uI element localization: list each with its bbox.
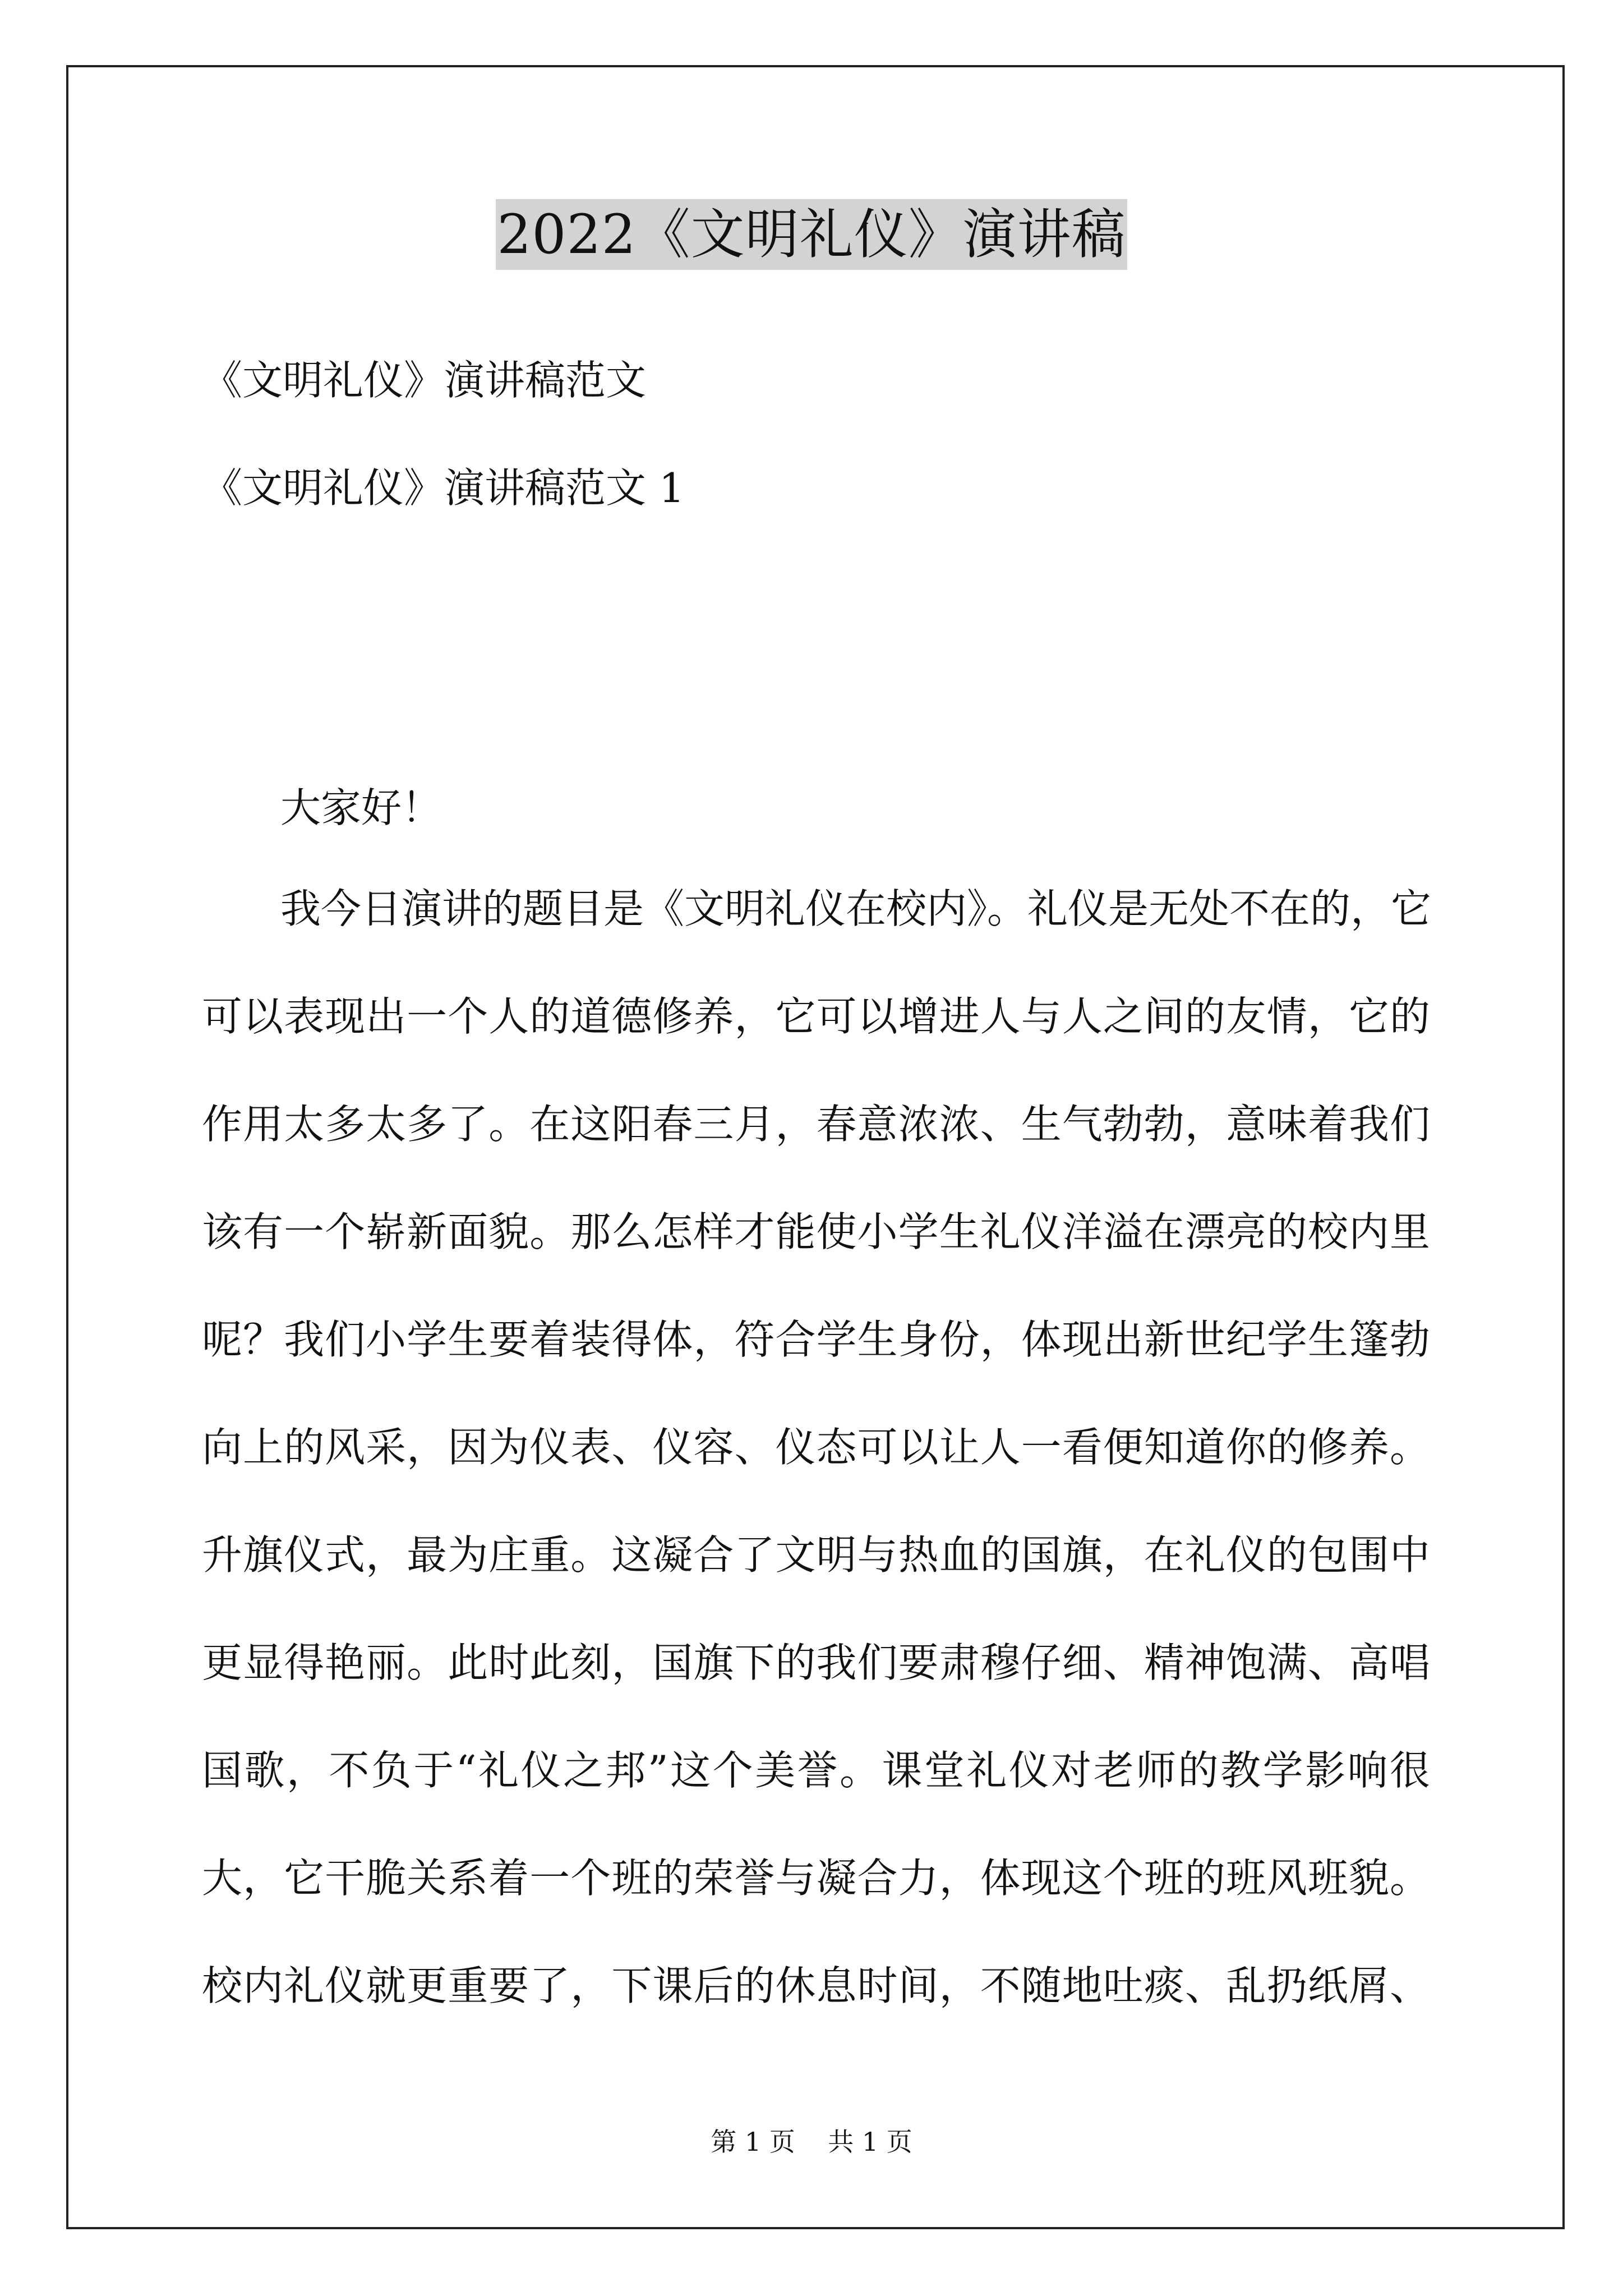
subtitle-line-2: 《文明礼仪》演讲稿范文 1 [202,464,685,512]
page-footer: 第 1 页 共 1 页 [711,2127,912,2157]
body-line: 呢？我们小学生要着装得体，符合学生身份，体现出新世纪学生篷勃 [202,1316,1430,1363]
body-line: 大，它干脆关系着一个班的荣誉与凝合力，体现这个班的班风班貌。 [202,1855,1430,1902]
body-line: 我今日演讲的题目是《文明礼仪在校内》。礼仪是无处不在的，它 [280,885,1432,932]
body-line: 该有一个崭新面貌。那么怎样才能使小学生礼仪洋溢在漂亮的校内里 [202,1208,1430,1255]
title-container [0,199,1623,270]
body-line: 更显得艳丽。此时此刻，国旗下的我们要肃穆仔细、精神饱满、高唱 [202,1639,1430,1686]
subtitle-line-1: 《文明礼仪》演讲稿范文 [202,357,647,404]
body-line: 作用太多太多了。在这阳春三月，春意浓浓、生气勃勃，意味着我们 [202,1101,1430,1148]
page-title: 2022《文明礼仪》演讲稿 [496,199,1127,270]
greeting: 大家好！ [280,784,442,831]
body-line: 国歌，不负于“礼仪之邦”这个美誉。课堂礼仪对老师的教学影响很 [202,1747,1430,1794]
body-line: 可以表现出一个人的道德修养，它可以增进人与人之间的友情，它的 [202,993,1430,1040]
body-line: 校内礼仪就更重要了，下课后的休息时间，不随地吐痰、乱扔纸屑、 [202,1962,1430,2009]
body-text [202,884,1430,2068]
body-line: 升旗仪式，最为庄重。这凝合了文明与热血的国旗，在礼仪的包围中 [202,1531,1430,1579]
body-line: 向上的风采，因为仪表、仪容、仪态可以让人一看便知道你的修养。 [202,1424,1430,1471]
